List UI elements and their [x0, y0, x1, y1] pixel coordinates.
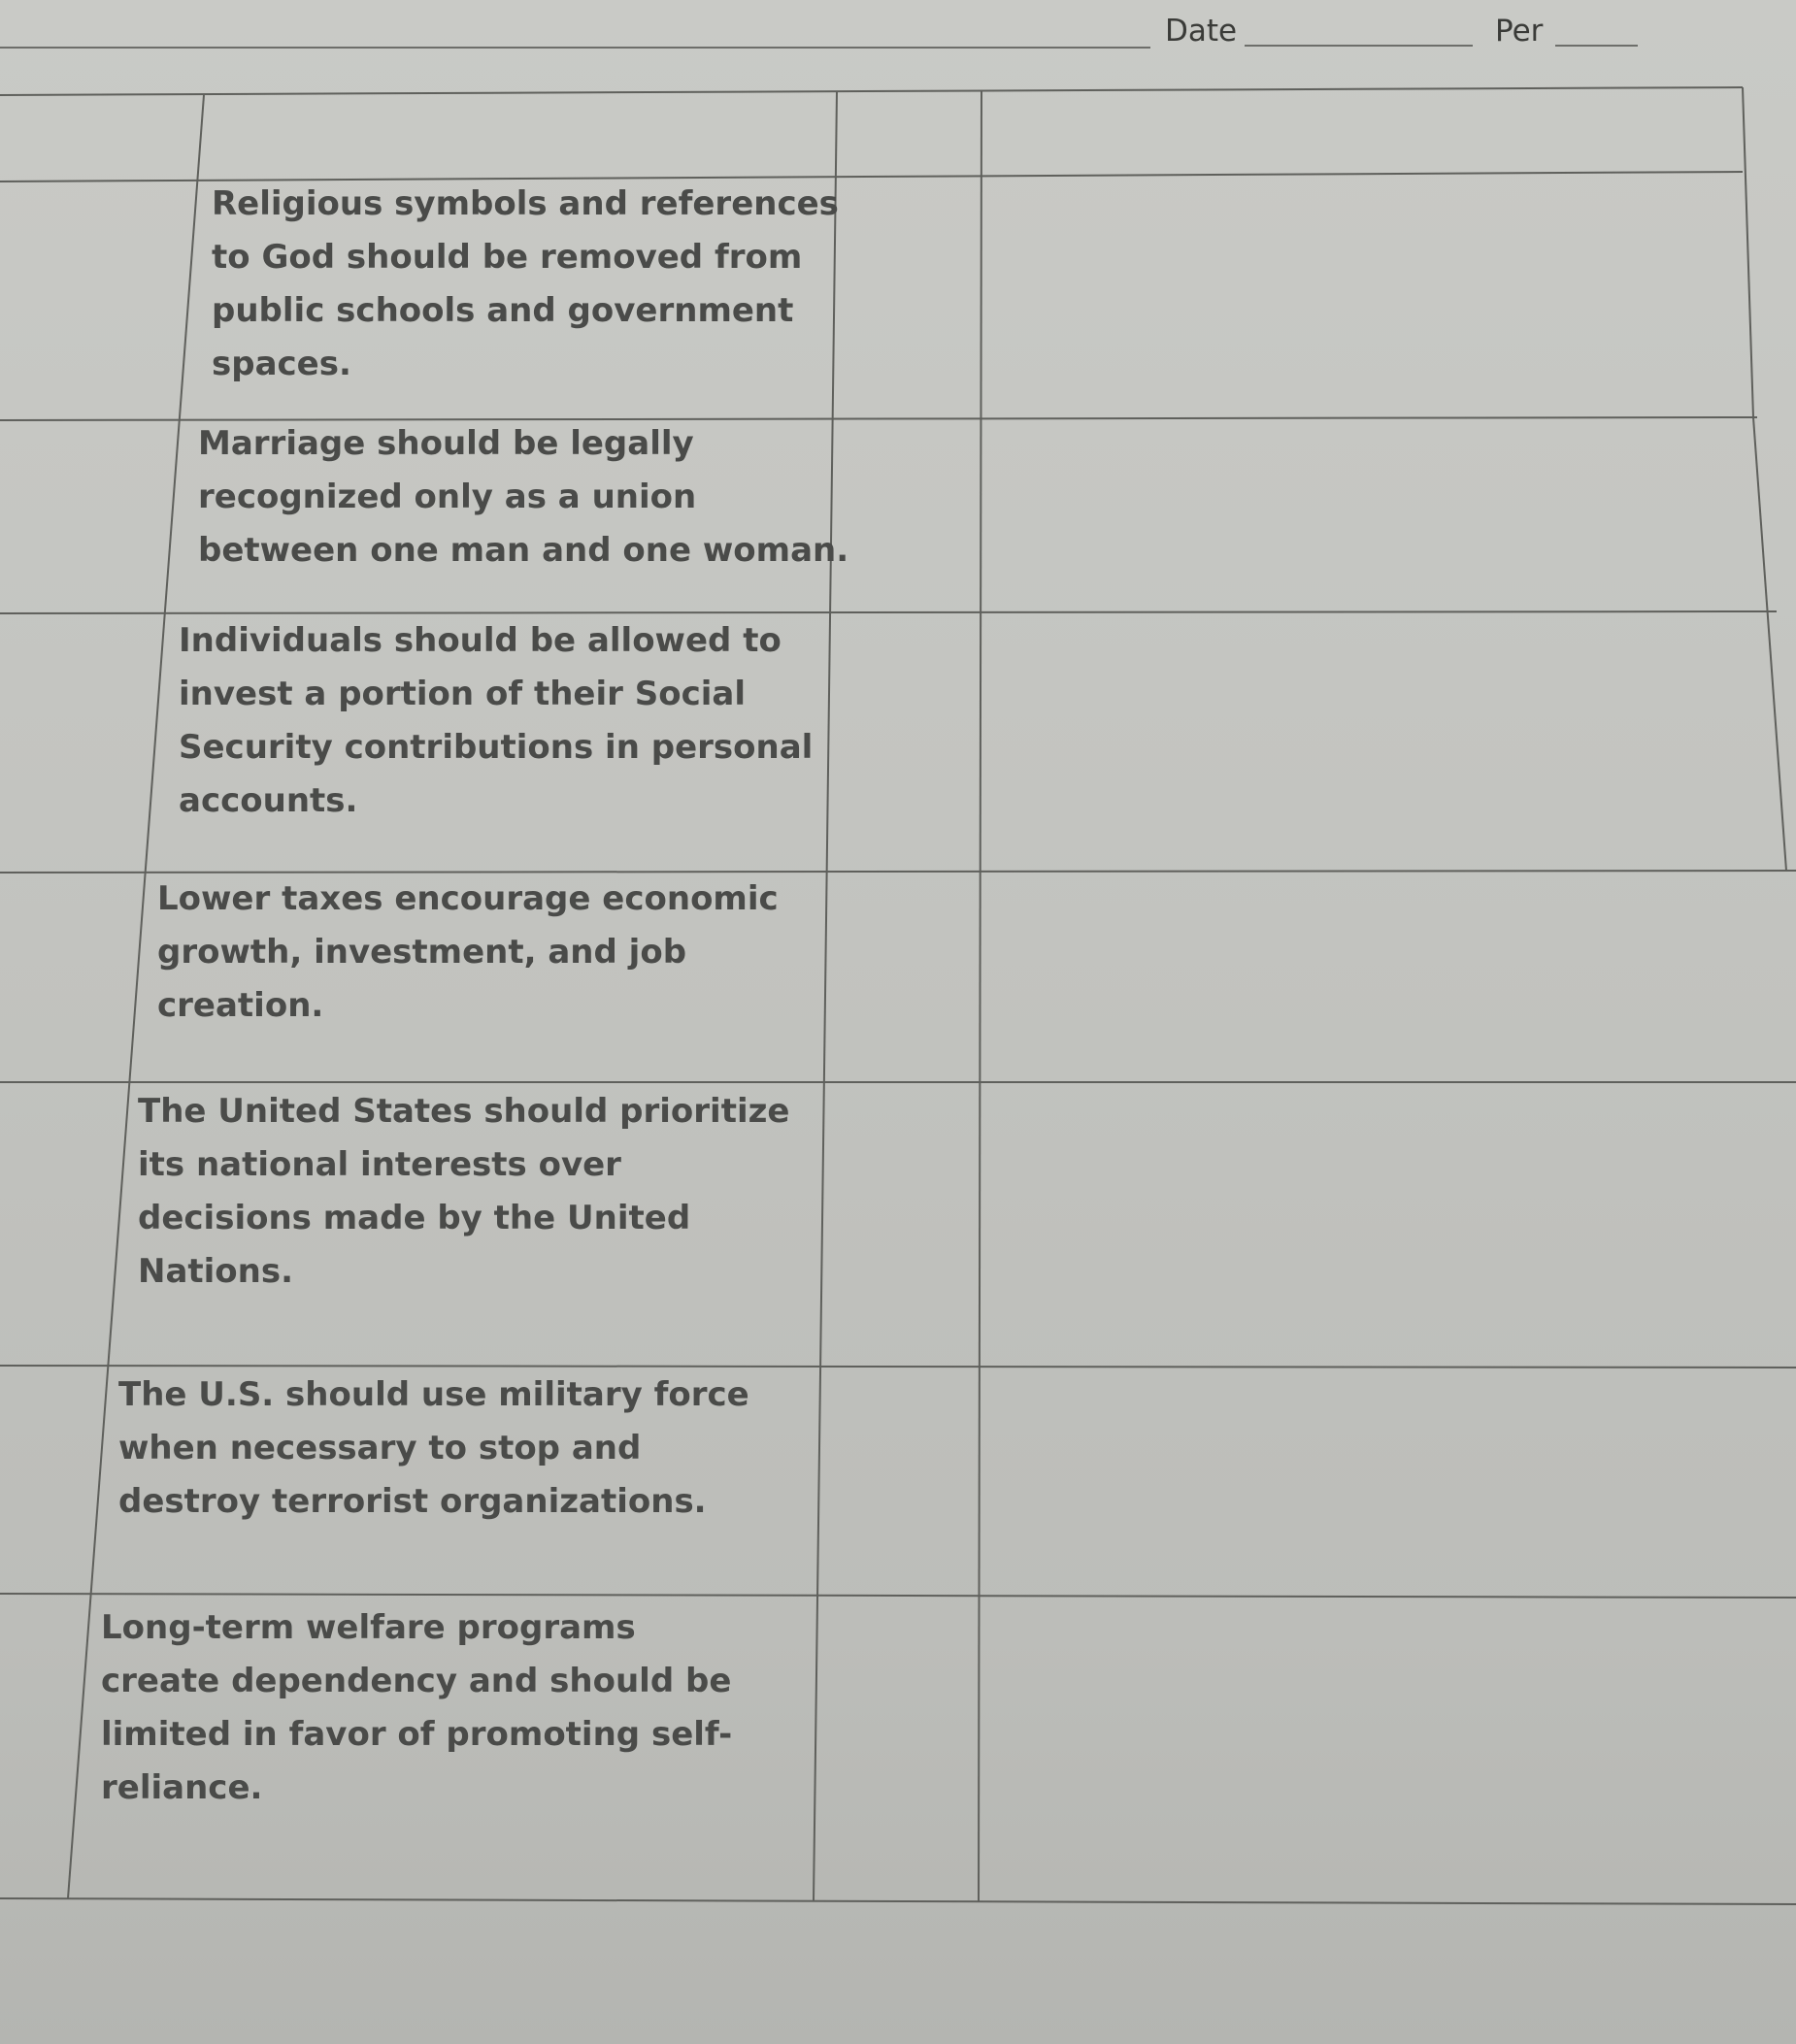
- statement-text: Long-term welfare programs create dependency and should be limited in favor of promoting self- reliance.: [101, 1608, 733, 1807]
- statement-text: The United States should prioritize its national interests over decisions made by the United Nations.: [138, 1092, 790, 1291]
- statement-text: Marriage should be legally recognized only as a union between one man and one woman.: [198, 424, 849, 570]
- statement-text: Individuals should be allowed to invest a portion of their Social Security contributions in personal accounts.: [179, 621, 814, 820]
- period-label: Per: [1495, 14, 1544, 49]
- statement-text: Lower taxes encourage economic growth, investment, and job creation.: [157, 879, 779, 1025]
- table-right-edge: [1753, 417, 1786, 871]
- column-divider-middle: [979, 90, 981, 1901]
- row-divider: [0, 611, 1777, 613]
- date-label: Date: [1165, 14, 1238, 49]
- table-bottom-rule: [0, 1898, 1796, 1904]
- statement-text: Religious symbols and references to God should be removed from public schools and government spaces.: [212, 184, 839, 383]
- table-right-edge: [1743, 87, 1753, 417]
- table-top-rule: [0, 87, 1743, 95]
- statement-text: The U.S. should use military force when necessary to stop and destroy terrorist organizations.: [118, 1375, 749, 1521]
- row-divider: [0, 1366, 1796, 1368]
- row-divider: [0, 1594, 1796, 1598]
